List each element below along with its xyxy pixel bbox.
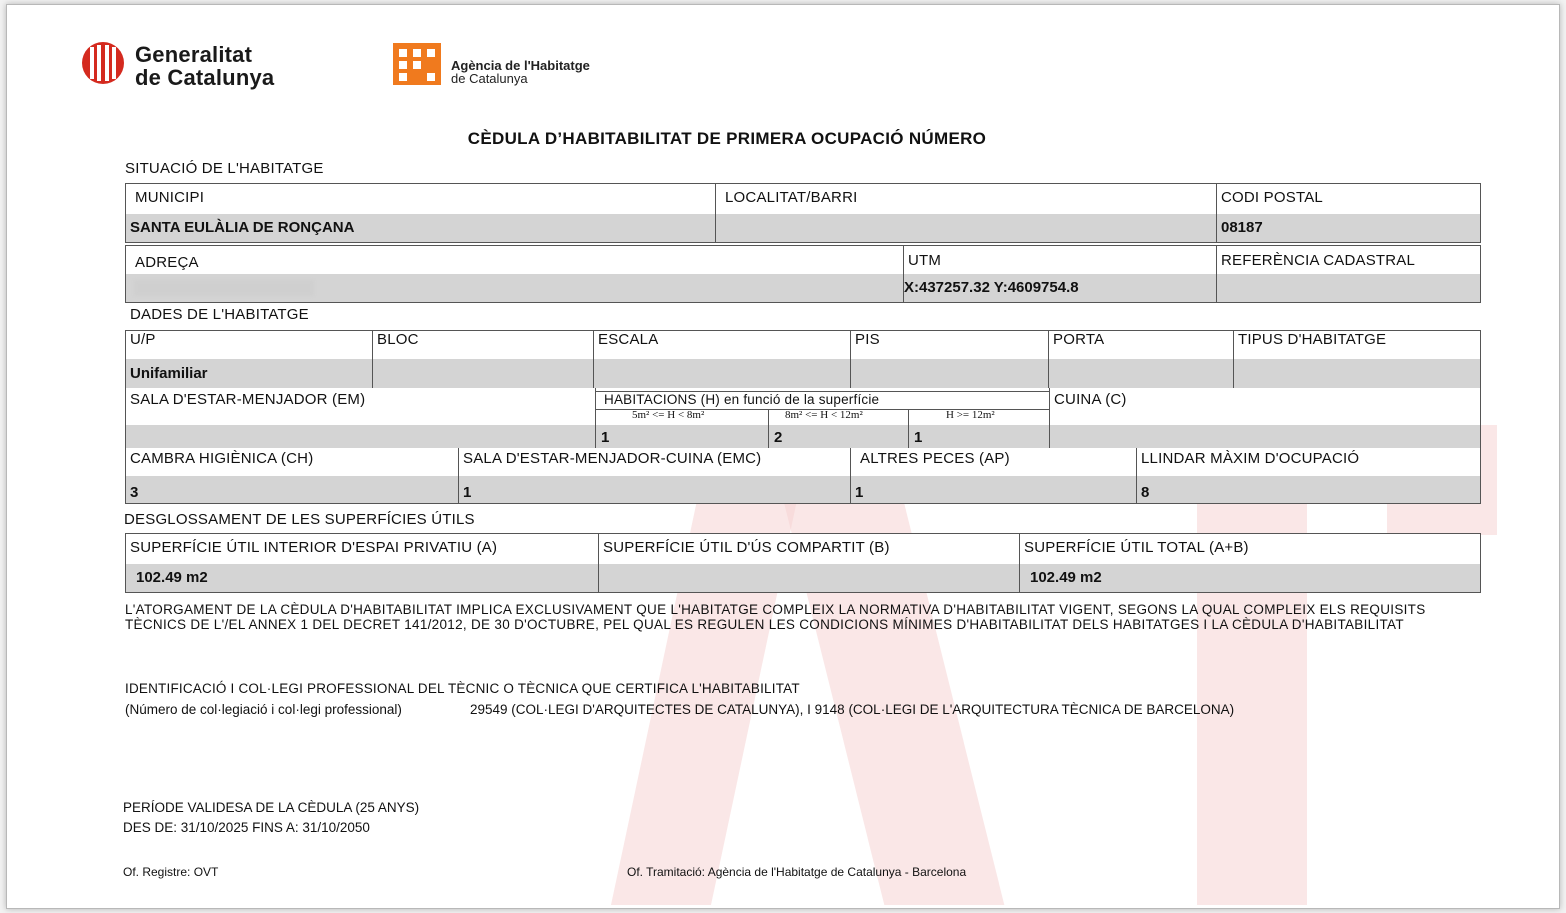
porta-label: PORTA <box>1053 331 1105 348</box>
hab-range2-label: 8m² <= H < 12m² <box>785 409 863 421</box>
sala-em-label: SALA D'ESTAR-MENJADOR (EM) <box>130 391 366 408</box>
tecnic-value: 29549 (COL·LEGI D'ARQUITECTES DE CATALUNYA), I 9148 (COL·LEGI DE L'ARQUITECTURA TÈCNICA DE BARCELONA) <box>470 702 1235 717</box>
hab-value3: 1 <box>914 429 923 446</box>
ref-cadastral-cell <box>1217 246 1480 302</box>
llindar-cell <box>1137 448 1480 503</box>
pis-label: PIS <box>855 331 880 348</box>
section-heading-superficies: DESGLOSSAMENT DE LES SUPERFÍCIES ÚTILS <box>124 511 475 528</box>
tecnic-heading: IDENTIFICACIÓ I COL·LEGI PROFESSIONAL DEL TÈCNIC O TÈCNICA QUE CERTIFICA L'HABITABILITAT <box>125 681 800 696</box>
up-cell <box>126 331 373 389</box>
superficie-total-cell <box>1020 534 1480 592</box>
ch-label: CAMBRA HIGIÈNICA (CH) <box>130 450 314 467</box>
agency-wordmark: Agència de l'Habitatge de Catalunya <box>451 58 590 86</box>
cuina-cell <box>1050 388 1480 448</box>
llindar-label: LLINDAR MÀXIM D'OCUPACIÓ <box>1141 450 1360 467</box>
municipi-value: SANTA EULÀLIA DE RONÇANA <box>130 219 355 236</box>
porta-cell <box>1049 331 1234 389</box>
certificate-sheet <box>6 4 1560 909</box>
localitat-label: LOCALITAT/BARRI <box>725 189 858 206</box>
superficie-b-label: SUPERFÍCIE ÚTIL D'ÚS COMPARTIT (B) <box>603 539 890 556</box>
adreca-label: ADREÇA <box>135 254 199 271</box>
habitacions-label: HABITACIONS (H) en funció de la superfície <box>604 392 880 407</box>
document-title: CÈDULA D’HABITABILITAT DE PRIMERA OCUPACIÓ NÚMERO <box>467 129 987 148</box>
utm-label: UTM <box>908 252 942 269</box>
superficie-b-cell <box>599 534 1020 592</box>
superficie-a-value: 102.49 m2 <box>136 569 208 586</box>
situacio-row1 <box>125 183 1481 243</box>
hab-range3-label: H >= 12m² <box>946 409 995 421</box>
municipi-label: MUNICIPI <box>135 189 205 206</box>
section-heading-situacio: SITUACIÓ DE L'HABITATGE <box>125 160 324 177</box>
section-heading-dades: DADES DE L'HABITATGE <box>130 306 309 323</box>
hab-value1: 1 <box>601 429 610 446</box>
tecnic-sub-label: (Número de col·legiació i col·legi professional) <box>125 702 402 717</box>
superficies-row <box>125 533 1481 593</box>
codi-postal-label: CODI POSTAL <box>1221 189 1323 206</box>
ap-value: 1 <box>855 484 864 501</box>
pis-cell <box>851 331 1049 389</box>
emc-value: 1 <box>463 484 472 501</box>
ap-cell <box>851 448 1137 503</box>
hab-value2: 2 <box>774 429 783 446</box>
agency-logo-icon <box>393 43 441 85</box>
habitacions-cell <box>596 388 1050 448</box>
escala-cell <box>594 331 851 389</box>
ref-cadastral-label: REFERÈNCIA CADASTRAL <box>1221 252 1416 269</box>
dades-row2 <box>125 388 1481 449</box>
legal-paragraph: L'ATORGAMENT DE LA CÈDULA D'HABITABILITAT IMPLICA EXCLUSIVAMENT QUE L'HABITATGE COMPLEIX LA NORMATIVA D'HABITABILITAT VIGENT, SEGONS LA QUAL COMPLEIX ELS REQUISITS TÈCNICS DE L'/EL ANNEX 1 DEL DECRET 141/2012, DE 30 D'OCTUBRE, PEL QUAL ES REGULEN LES CONDICIONS MÍNIMES D'HABITABILITAT DELS HABITATGES I LA CÈDULA D'HABITABILITAT <box>125 602 1426 632</box>
emc-label: SALA D'ESTAR-MENJADOR-CUINA (EMC) <box>463 450 762 467</box>
tipus-cell <box>1234 331 1480 389</box>
ch-value: 3 <box>130 484 139 501</box>
watermark-shape <box>770 445 1005 905</box>
up-value: Unifamiliar <box>130 365 208 382</box>
cuina-label: CUINA (C) <box>1054 391 1127 408</box>
ch-cell <box>126 448 459 503</box>
superficie-a-label: SUPERFÍCIE ÚTIL INTERIOR D'ESPAI PRIVATIU (A) <box>130 539 498 556</box>
sala-em-cell <box>126 388 596 448</box>
utm-value: X:437257.32 Y:4609754.8 <box>904 279 1079 296</box>
superficie-total-label: SUPERFÍCIE ÚTIL TOTAL (A+B) <box>1024 539 1249 556</box>
situacio-row2 <box>125 245 1481 303</box>
generalitat-wordmark: Generalitat de Catalunya <box>135 42 275 90</box>
emc-cell <box>459 448 851 503</box>
hab-range1-label: 5m² <= H < 8m² <box>632 409 705 421</box>
adreca-cell <box>126 246 904 302</box>
bloc-cell <box>373 331 594 389</box>
generalitat-logo-icon <box>81 41 125 85</box>
ap-label: ALTRES PECES (AP) <box>860 450 1010 467</box>
up-label: U/P <box>130 331 156 348</box>
localitat-cell <box>716 184 1217 242</box>
utm-cell <box>904 246 1217 302</box>
municipi-cell <box>126 184 716 242</box>
llindar-value: 8 <box>1141 484 1150 501</box>
codi-postal-cell <box>1217 184 1480 242</box>
superficie-total-value: 102.49 m2 <box>1030 569 1102 586</box>
bloc-label: BLOC <box>377 331 419 348</box>
footer-tramitacio: Of. Tramitació: Agència de l'Habitatge de Catalunya - Barcelona <box>627 865 967 879</box>
escala-label: ESCALA <box>598 331 659 348</box>
superficie-a-cell <box>126 534 599 592</box>
redacted-address <box>134 280 314 296</box>
footer-registre: Of. Registre: OVT <box>123 865 219 879</box>
dades-row1 <box>125 330 1481 390</box>
tipus-label: TIPUS D'HABITATGE <box>1238 331 1387 348</box>
validesa-period: PERÍODE VALIDESA DE LA CÈDULA (25 ANYS) <box>123 800 420 815</box>
dades-row3 <box>125 448 1481 504</box>
codi-postal-value: 08187 <box>1221 219 1263 236</box>
validesa-dates: DES DE: 31/10/2025 FINS A: 31/10/2050 <box>123 820 370 835</box>
